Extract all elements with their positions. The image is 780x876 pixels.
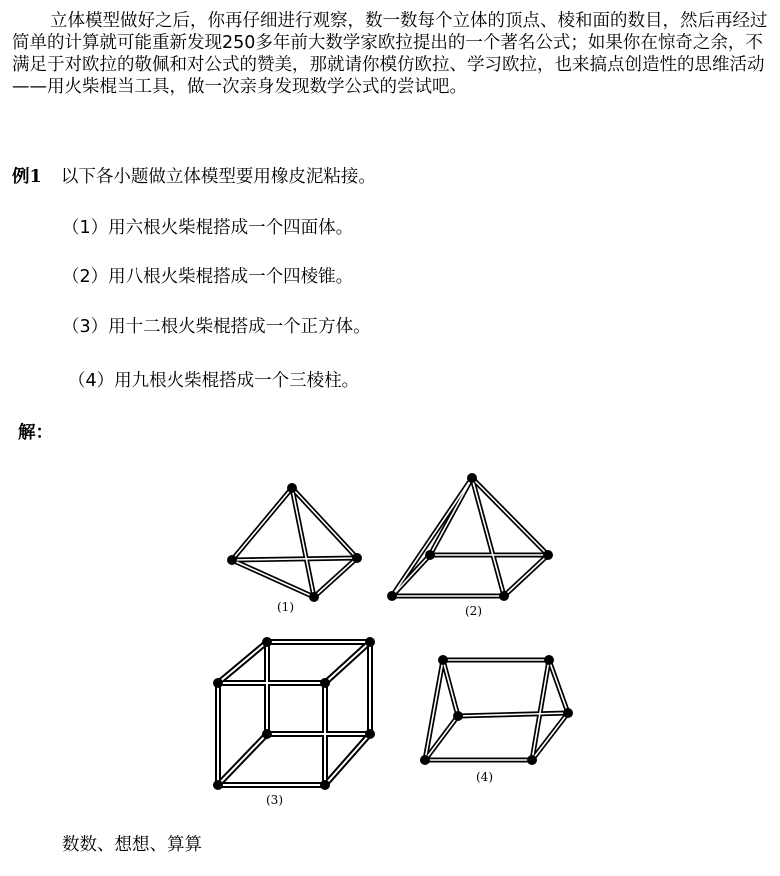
figure-1-label: (1) — [277, 600, 294, 614]
example-item-4: （4）用九根火柴棍搭成一个三棱柱。 — [68, 371, 360, 391]
example-item-3: （3）用十二根火柴棍搭成一个正方体。 — [62, 317, 371, 337]
intro-text: 立体模型做好之后，你再仔细进行观察，数一数每个立体的顶点、棱和面的数目，然后再经过简单的计算就可能重新发现250多年前大数学家欧拉提出的一个著名公式；如果你在惊奇之余，不满足于对欧拉的敬佩和对公式的赞美，那就请你模仿欧拉、学习欧拉，也来搞点创造性的思维活动——用火柴棍当工具，做一次亲身发现数学公式的尝试吧。 — [12, 11, 768, 97]
solution-label: 解： — [18, 423, 53, 443]
example-item-1: （1）用六根火柴棍搭成一个四面体。 — [62, 218, 354, 238]
figure-2-label: (2) — [465, 604, 482, 618]
footer-text: 数数、想想、算算 — [62, 835, 202, 855]
example-item-2: （2）用八根火柴棍搭成一个四棱锥。 — [62, 267, 354, 287]
figure-4-label: (4) — [476, 770, 493, 784]
example-label: 例1 — [12, 167, 42, 187]
example-text: 以下各小题做立体模型要用橡皮泥粘接。 — [60, 167, 376, 187]
figure-3-label: (3) — [266, 793, 283, 807]
